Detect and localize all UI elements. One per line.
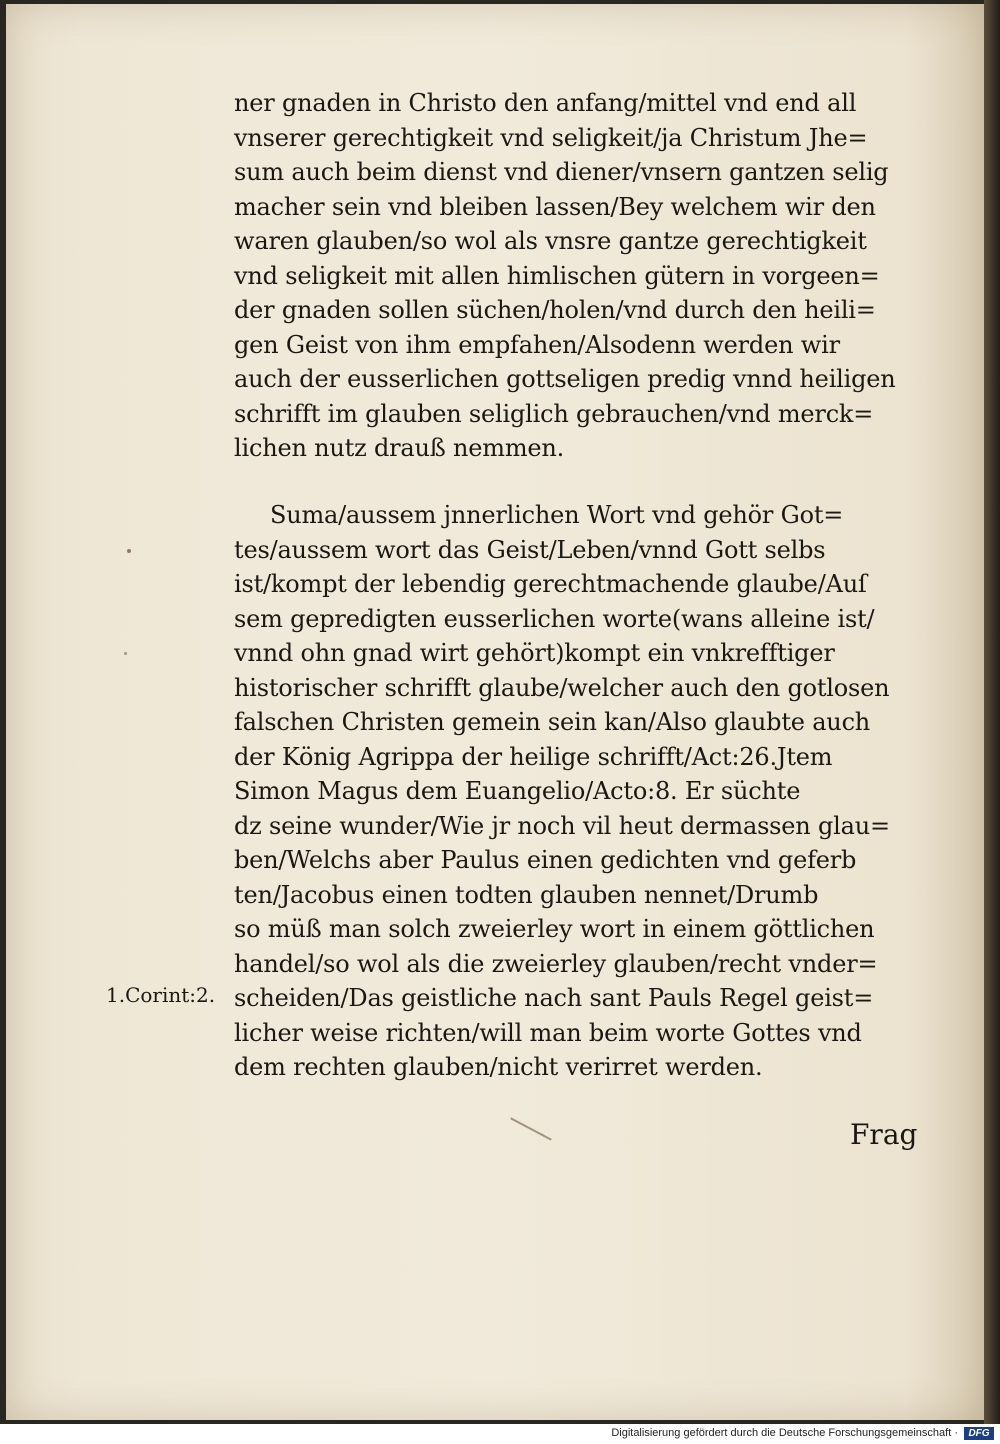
text-line: ben/Welchs aber Paulus einen gedichten vnd geferb <box>234 846 857 874</box>
text-line: falschen Christen gemein sein kan/Also glaubte auch <box>234 708 871 736</box>
text-line: waren glauben/so wol als vnsre gantze gerechtigkeit <box>234 227 867 255</box>
text-line: gen Geist von ihm empfahen/Alsodenn werden wir <box>234 330 840 359</box>
text-line: dz seine wunder/Wie jr noch vil heut dermassen glau= <box>234 811 890 840</box>
book-edge <box>984 0 1000 1424</box>
text-line: Suma/aussem jnnerlichen Wort vnd gehör Got= <box>270 501 844 529</box>
text-line: auch der eusserlichen gottseligen predig vnnd heiligen <box>234 365 896 393</box>
text-line: vnd seligkeit mit allen himlischen gütern in vorgeen= <box>234 261 880 290</box>
text-line: handel/so wol als die zweierley glauben/recht vnder= <box>234 949 878 978</box>
text-line: so müß man solch zweierley wort in einem göttlichen <box>234 915 875 943</box>
text-line: Simon Magus dem Euangelio/Acto:8. Er süchte <box>234 777 801 805</box>
paragraph-1 <box>234 86 934 466</box>
text-line: historischer schrifft glaube/welcher auch den gotlosen <box>234 673 890 702</box>
text-line: sum auch beim dienst vnd diener/vnsern gantzen selig <box>234 158 889 186</box>
text-line: tes/aussem wort das Geist/Leben/vnnd Gott selbs <box>234 535 826 564</box>
paragraph-2 <box>234 498 934 1085</box>
text-line: ten/Jacobus einen todten glauben nennet/Drumb <box>234 880 819 909</box>
text-line: vnserer gerechtigkeit vnd seligkeit/ja Christum Jhe= <box>234 123 868 152</box>
text-line: licher weise richten/will man beim worte Gottes vnd <box>234 1018 862 1047</box>
text-line: schrifft im glauben seliglich gebrauchen/vnd merck= <box>234 399 874 428</box>
text-line: sem gepredigten eusserlichen worte(wans alleine ist/ <box>234 604 875 633</box>
paper-speck <box>124 652 127 655</box>
text-line: vnnd ohn gnad wirt gehört)kompt ein vnkrefftiger <box>234 639 835 667</box>
text-line: scheiden/Das geistliche nach sant Pauls Regel geist= <box>234 984 874 1012</box>
text-line: macher sein vnd bleiben lassen/Bey welchem wir den <box>234 192 876 221</box>
paper-speck <box>127 549 131 553</box>
catchword: Frag <box>850 1118 918 1151</box>
text-line: ist/kompt der lebendig gerechtmachende glaube/Auſ <box>234 570 867 598</box>
text-line: dem rechten glauben/nicht verirret werden. <box>234 1053 763 1081</box>
text-line: lichen nutz drauß nemmen. <box>234 434 565 462</box>
funding-notice: Digitalisierung gefördert durch die Deutsche Forschungsgemeinschaft · <box>611 1427 958 1439</box>
margin-reference: 1.Corint:2. <box>106 983 216 1007</box>
text-line: der gnaden sollen süchen/holen/vnd durch den heili= <box>234 296 876 324</box>
text-line: der König Agrippa der heilige schrifft/Act:26.Jtem <box>234 742 833 771</box>
dfg-logo: DFG <box>964 1427 994 1440</box>
text-line: ner gnaden in Christo den anfang/mittel vnd end all <box>234 89 857 117</box>
footer-bar <box>0 1424 1000 1444</box>
